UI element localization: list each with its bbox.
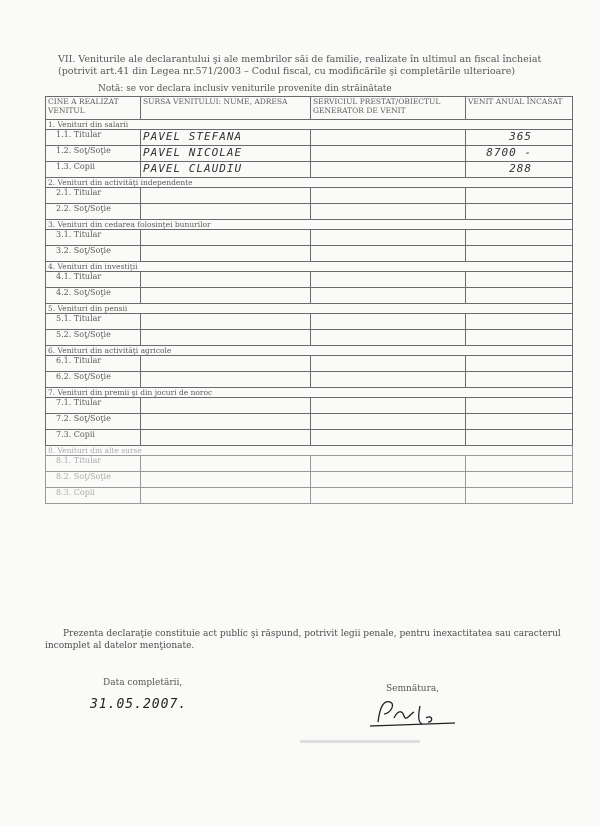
income-source: PAVEL NICOLAE [141,146,311,162]
row-label: 7.1. Titular [46,398,141,414]
table-row [46,314,573,330]
income-table [45,96,573,504]
annual-income [466,356,573,372]
annual-income: 8700 - [466,146,573,162]
section-row [46,346,573,356]
annual-income: 365 [466,130,573,146]
row-label: 4.1. Titular [46,272,141,288]
service-provided [311,414,466,430]
row-label: 8.1. Titular [46,456,141,472]
table-row [46,472,573,488]
row-label: 3.1. Titular [46,230,141,246]
service-provided [311,330,466,346]
service-provided [311,488,466,504]
annual-income [466,314,573,330]
income-source [141,398,311,414]
table-row [46,146,573,162]
annual-income [466,288,573,304]
row-label: 8.2. Soţ/Soţie [46,472,141,488]
service-provided [311,146,466,162]
row-label: 7.2. Soţ/Soţie [46,414,141,430]
annual-income [466,398,573,414]
service-provided [311,372,466,388]
table-header-row [46,97,573,120]
service-provided [311,456,466,472]
table-row [46,488,573,504]
table-row [46,130,573,146]
row-label: 5.2. Soţ/Soţie [46,330,141,346]
row-label: 6.2. Soţ/Soţie [46,372,141,388]
section-title: 3. Venituri din cedarea folosinţei bunurilor [46,220,573,230]
column-header: SURSA VENITULUI: NUME, ADRESA [141,97,311,120]
table-row [46,204,573,220]
service-provided [311,230,466,246]
table-row [46,456,573,472]
date-value: 31.05.2007. [90,697,188,712]
annual-income [466,204,573,220]
annual-income [466,372,573,388]
annual-income [466,488,573,504]
section-title: 8. Venituri din alte surse [46,446,573,456]
section-note: Notă: se vor declara inclusiv veniturile provenite din străinătate [98,84,392,94]
service-provided [311,314,466,330]
section-heading: VII. Veniturile ale declarantului şi ale membrilor săi de familie, realizate în ultimul an fiscal încheiat (potrivit art.41 din Legea nr.571/2003 – Codul fiscal, cu modificările şi completările ulterioare) [58,54,542,77]
table-row [46,230,573,246]
date-label: Data completării, [103,678,183,688]
service-provided [311,472,466,488]
annual-income [466,272,573,288]
income-source [141,488,311,504]
annual-income [466,414,573,430]
income-source [141,472,311,488]
income-source [141,456,311,472]
annual-income [466,246,573,262]
service-provided [311,188,466,204]
income-source [141,430,311,446]
row-label: 3.2. Soţ/Soţie [46,246,141,262]
signature-mark [360,692,460,732]
income-source [141,330,311,346]
service-provided [311,430,466,446]
table-row [46,372,573,388]
annual-income [466,188,573,204]
column-header: SERVICIUL PRESTAT/OBIECTUL GENERATOR DE VENIT [311,97,466,120]
service-provided [311,130,466,146]
row-label: 1.1. Titular [46,130,141,146]
income-source [141,314,311,330]
income-source [141,356,311,372]
annual-income [466,456,573,472]
income-source [141,272,311,288]
annual-income [466,430,573,446]
column-header: VENIT ANUAL ÎNCASAT [466,97,573,120]
row-label: 1.3. Copii [46,162,141,178]
signature-label: Semnătura, [386,684,440,694]
table-row [46,246,573,262]
table-body [46,120,573,504]
faint-line [300,740,420,743]
income-source: PAVEL CLAUDIU [141,162,311,178]
section-title: 7. Venituri din premii şi din jocuri de noroc [46,388,573,398]
section-row [46,388,573,398]
section-title: 2. Venituri din activităţi independente [46,178,573,188]
section-row [46,220,573,230]
table-row [46,430,573,446]
row-label: 2.2. Soţ/Soţie [46,204,141,220]
table-row [46,414,573,430]
row-label: 7.3. Copii [46,430,141,446]
income-source [141,188,311,204]
service-provided [311,272,466,288]
section-title: 4. Venituri din investiţii [46,262,573,272]
row-label: 6.1. Titular [46,356,141,372]
row-label: 2.1. Titular [46,188,141,204]
service-provided [311,356,466,372]
declaration-text: Prezenta declaraţie constituie act public şi răspund, potrivit legii penale, pentru inexactitatea sau caracterul incomplet al datelor menţionate. [45,629,561,651]
row-label: 8.3. Copii [46,488,141,504]
table-row [46,188,573,204]
income-source [141,288,311,304]
section-row [46,446,573,456]
table-row [46,272,573,288]
service-provided [311,162,466,178]
service-provided [311,398,466,414]
income-source [141,204,311,220]
service-provided [311,246,466,262]
income-source: PAVEL STEFANA [141,130,311,146]
income-source [141,230,311,246]
section-row [46,178,573,188]
section-row [46,120,573,130]
annual-income: 288 [466,162,573,178]
section-title: 6. Venituri din activităţi agricole [46,346,573,356]
service-provided [311,204,466,220]
annual-income [466,330,573,346]
annual-income [466,472,573,488]
table-row [46,288,573,304]
service-provided [311,288,466,304]
income-source [141,246,311,262]
section-row [46,262,573,272]
table-row [46,162,573,178]
table-row [46,398,573,414]
row-label: 4.2. Soţ/Soţie [46,288,141,304]
row-label: 1.2. Soţ/Soţie [46,146,141,162]
income-source [141,414,311,430]
row-label: 5.1. Titular [46,314,141,330]
table-row [46,330,573,346]
section-title: 1. Venituri din salarii [46,120,573,130]
section-title: 5. Venituri din pensii [46,304,573,314]
table-row [46,356,573,372]
section-row [46,304,573,314]
column-header: CINE A REALIZAT VENITUL [46,97,141,120]
income-source [141,372,311,388]
annual-income [466,230,573,246]
